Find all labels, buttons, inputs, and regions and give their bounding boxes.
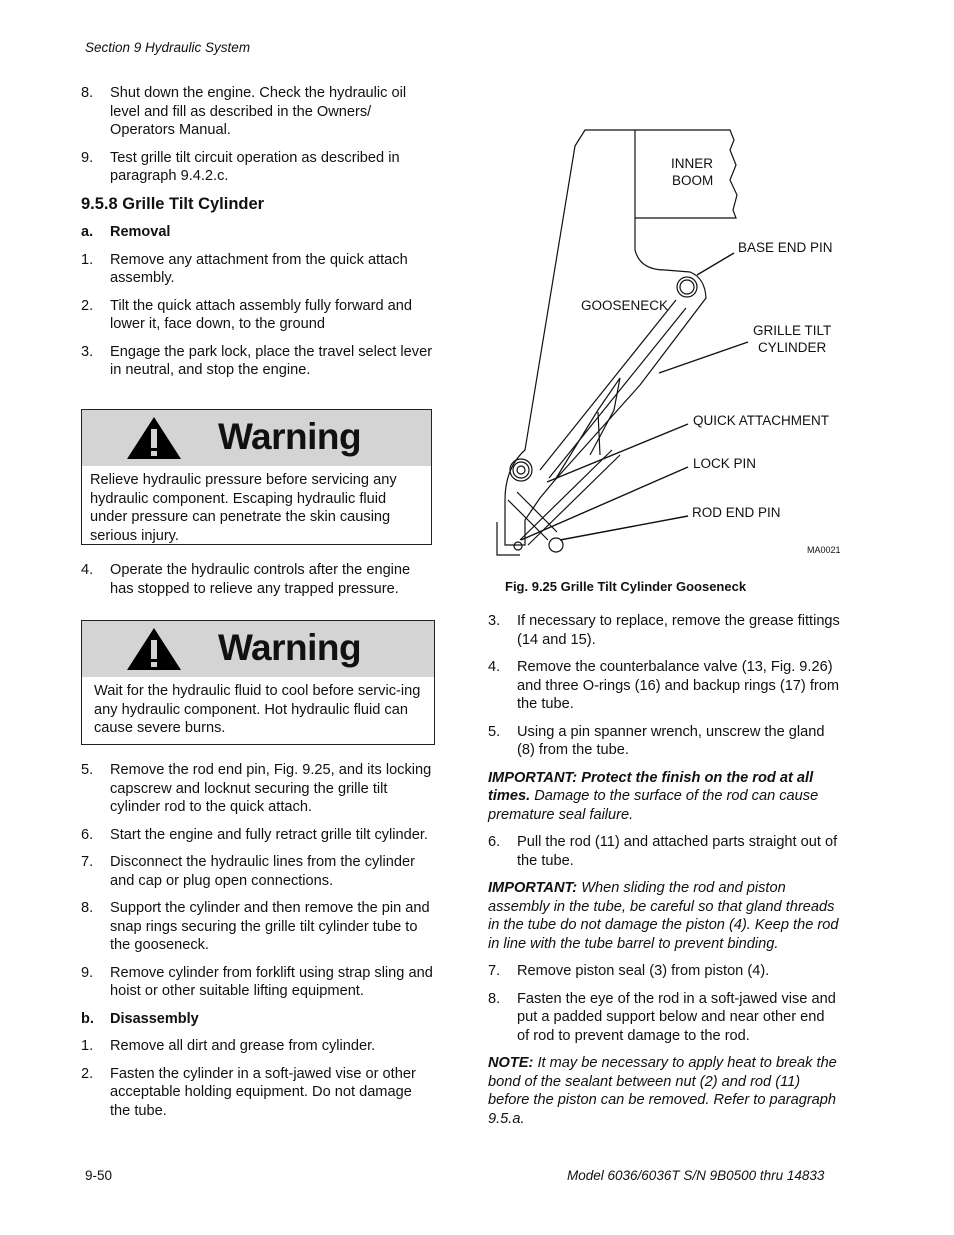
warning-box-burns [81,620,435,745]
warning-header [82,410,431,466]
page-header: Section 9 Hydraulic System [85,40,251,55]
list-item: 3. If necessary to replace, remove the grease fittings (14 and 15). [488,613,840,648]
list-item: 6. Start the engine and fully retract grille tilt cylinder. [81,826,428,843]
list-item: 8. Fasten the eye of the rod in a soft-jawed vise and put a padded support below and near other end of rod to prevent damage to the rod. [488,990,836,1044]
warning-title: Warning [218,627,362,668]
page-number: 9-50 [85,1168,113,1183]
gooseneck-figure [490,120,850,570]
label-rod-end-pin: ROD END PIN [692,505,781,520]
list-item: 5. Using a pin spanner wrench, unscrew the gland (8) from the tube. [488,723,825,758]
note-heat-sealant: NOTE: It may be necessary to apply heat to break the bond of the sealant between nut (2) and rod (11) before the piston can be removed. Refer to paragraph 9.5.a. [488,1055,837,1127]
right-column [488,612,840,1137]
label-grille-tilt-cylinder: CYLINDER [758,340,827,355]
subsection-heading-removal: a. Removal [81,224,171,240]
list-item: 9. Test grille tilt circuit operation as described in paragraph 9.4.2.c. [81,149,400,184]
list-item: 2. Tilt the quick attach assembly fully forward and lower it, face down, to the ground [81,297,413,332]
warning-box-pressure [81,409,432,545]
label-inner-boom: BOOM [672,173,714,188]
gooseneck-drawing [497,130,737,555]
warning-title: Warning [218,416,362,457]
list-item: 1. Remove all dirt and grease from cylinder. [81,1038,376,1054]
label-quick-attachment: QUICK ATTACHMENT [693,413,830,428]
list-item: 9. Remove cylinder from forklift using strap sling and hoist or other suitable lifting equipment. [81,964,433,999]
list-item: 4. Remove the counterbalance valve (13, Fig. 9.26) and three O-rings (16) and backup rings (17) from the tube. [488,659,840,712]
list-item: 8. Support the cylinder and then remove the pin and snap rings securing the grille tilt cylinder tube to the gooseneck. [81,900,430,953]
list-item: 2. Fasten the cylinder in a soft-jawed vise or other acceptable holding equipment. Do not damage the tube. [81,1065,416,1119]
label-inner-boom: INNER [671,156,714,171]
list-item: 7. Remove piston seal (3) from piston (4). [488,963,770,979]
section-title: 9.5.8 Grille Tilt Cylinder [81,194,265,213]
important-note-rod-finish: IMPORTANT: Protect the finish on the rod at all times. Damage to the surface of the rod can cause premature seal failure. [488,769,819,823]
left-column-step4 [81,561,433,607]
list-item: 7. Disconnect the hydraulic lines from the cylinder and cap or plug open connections. [81,854,415,889]
subsection-heading-disassembly: b. Disassembly [81,1010,199,1027]
figure-caption: Fig. 9.25 Grille Tilt Cylinder Gooseneck [505,579,747,594]
list-item: 8. Shut down the engine. Check the hydraulic oil level and fill as described in the Owners/ Operators Manual. [81,85,407,138]
label-lock-pin: LOCK PIN [693,456,757,471]
list-item: 5. Remove the rod end pin, Fig. 9.25, and its locking capscrew and locknut securing the grille tilt cylinder rod to the quick attach. [81,762,432,815]
leader-lines [521,253,748,540]
warning-triangle-icon [126,627,182,671]
important-note-piston: IMPORTANT: When sliding the rod and piston assembly in the tube, be careful so that gland threads in the tube do not damage the piston (4). Keep the rod in line with the tube barrel to prevent binding. [488,880,839,952]
list-item: 4. Operate the hydraulic controls after the engine has stopped to relieve any trapped pressure. [81,562,411,597]
warning-triangle-icon [126,416,182,460]
list-item: 1. Remove any attachment from the quick attach assembly. [81,251,408,286]
figure-code: MA0021 [807,545,841,555]
label-grille-tilt-cylinder: GRILLE TILT [753,323,832,338]
warning-text: Wait for the hydraulic fluid to cool before servic-ing any hydraulic component. Hot hydraulic fluid can cause severe burns. [94,683,421,736]
list-item: 6. Pull the rod (11) and attached parts straight out of the tube. [488,834,838,869]
warning-text: Relieve hydraulic pressure before servicing any hydraulic component. Escaping hydraulic fluid under pressure can penetrate the skin causing serious injury. [90,472,397,544]
footer-model: Model 6036/6036T S/N 9B0500 thru 14833 [567,1168,825,1183]
left-column-bottom [81,761,433,1129]
list-item: 3. Engage the park lock, place the travel select lever in neutral, and stop the engine. [81,343,433,378]
left-column-top [81,84,433,389]
warning-header [82,621,434,677]
label-gooseneck: GOOSENECK [581,298,669,313]
label-base-end-pin: BASE END PIN [738,240,833,255]
